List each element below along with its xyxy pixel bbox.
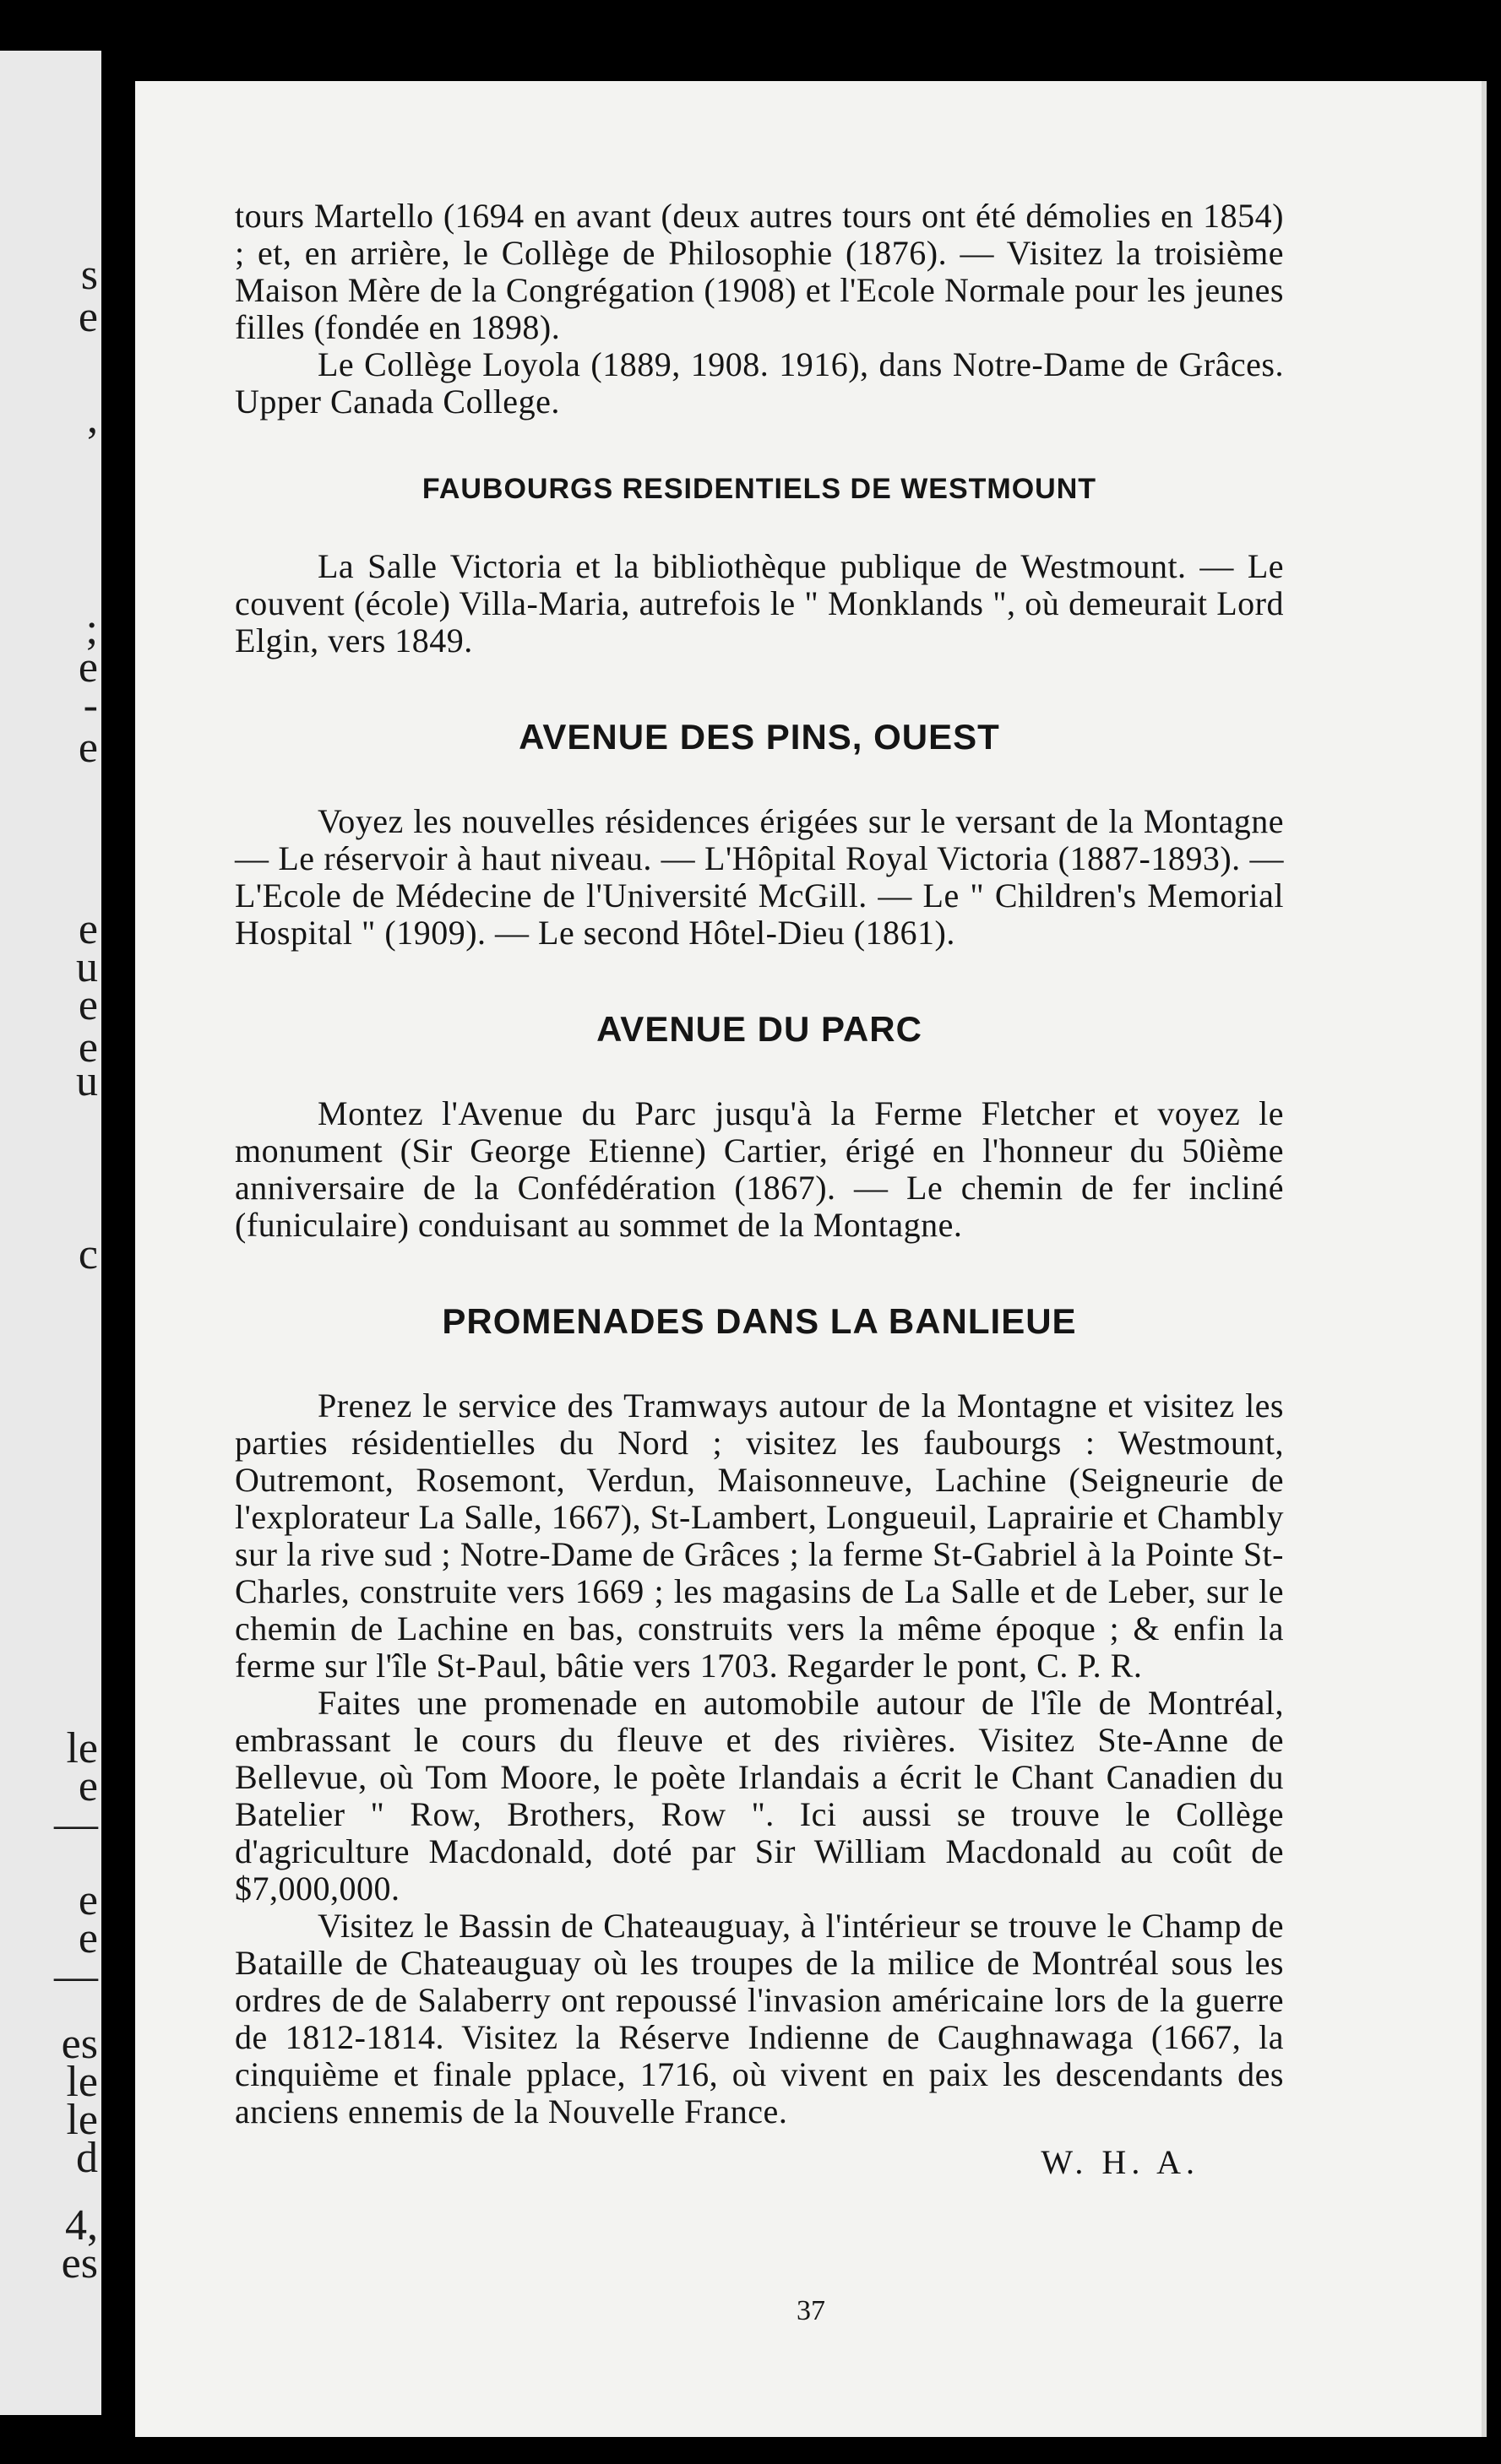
facing-page-fragment: c — [78, 1230, 98, 1278]
facing-page-fragment: e — [78, 643, 98, 692]
page-content — [235, 198, 1284, 2182]
facing-page-fragment: - — [83, 681, 98, 730]
banlieue-heading: PROMENADES DANS LA BANLIEUE — [442, 1301, 1077, 1341]
loyola-paragraph: Le Collège Loyola (1889, 1908. 1916), dans Notre-Dame de Grâces. Upper Canada College. — [235, 345, 1284, 421]
facing-page-fragment: ; — [85, 605, 98, 654]
facing-page-fragment: le — [66, 2096, 98, 2144]
facing-page-edge — [0, 51, 101, 2415]
facing-page-fragment: u — [76, 1057, 98, 1105]
pins-heading: AVENUE DES PINS, OUEST — [519, 717, 1000, 757]
facing-page-fragment: e — [78, 1914, 98, 1962]
intro-paragraph: tours Martello (1694 en avant (deux autres tours ont été démolies en 1854) ; et, en arrière, le Collège de Philosophie (1876). — Visitez la troisième Maison Mère de la Congrégation (1908) et l'Ecole Normale pour les jeunes filles (fondée en 1898). — [235, 197, 1284, 346]
facing-page-fragment: le — [66, 1724, 98, 1772]
banlieue-paragraph-1: Prenez le service des Tramways autour de la Montagne et visitez les parties résidentielles du Nord ; visitez les faubourgs : Westmount, Outremont, Rosemont, Verdun, Maisonneuve, Lachine (Seigneurie de l'explorateur La Salle, 1667), St-Lambert, Longueuil, Laprairie et Chambly sur la rive sud ; Notre-Dame de Grâces ; la ferme St-Gabriel à la Pointe St-Charles, construite vers 1669 ; les magasins de La Salle et de Leber, sur le chemin de Lachine en bas, construits vers la même époque ; & enfin la ferme sur l'île St-Paul, bâtie vers 1703. Regarder le pont, C. P. R. — [235, 1387, 1284, 1685]
facing-page-fragment: — — [54, 1952, 98, 2000]
facing-page-fragment: e — [78, 905, 98, 953]
pins-paragraph: Voyez les nouvelles résidences érigées sur le versant de la Montagne — Le réservoir à haut niveau. — L'Hôpital Royal Victoria (1887-1893). — L'Ecole de Médecine de l'Université McGill. — Le " Children's Memorial Hospital " (1909). — Le second Hôtel-Dieu (1861). — [235, 802, 1284, 952]
facing-page-fragment: e — [78, 1876, 98, 1924]
banlieue-paragraph-2: Faites une promenade en automobile autour de l'île de Montréal, embrassant le cours du fleuve et des rivières. Visitez Ste-Anne de Bellevue, où Tom Moore, le poète Irlandais a écrit le Chant Canadien du Batelier " Row, Brothers, Row ". Ici aussi se trouve le Collège d'agriculture Macdonald, doté par Sir William Macdonald au coût de $7,000,000. — [235, 1684, 1284, 1908]
facing-page-fragment: e — [78, 981, 98, 1029]
facing-page-fragment: u — [76, 943, 98, 991]
facing-page-fragment: es — [61, 2239, 98, 2288]
facing-page-fragment: e — [78, 1762, 98, 1810]
facing-page-fragment: , — [87, 394, 98, 442]
facing-page-fragment: le — [66, 2058, 98, 2106]
facing-page-fragment: — — [54, 1800, 98, 1848]
facing-page-fragment: es — [61, 2020, 98, 2068]
page-edge-shadow — [1482, 81, 1487, 2437]
facing-page-fragment: 4, — [65, 2201, 98, 2250]
facing-page-fragment: d — [76, 2134, 98, 2182]
westmount-paragraph: La Salle Victoria et la bibliothèque publique de Westmount. — Le couvent (école) Villa-Maria, autrefois le " Monklands ", où demeurait Lord Elgin, vers 1849. — [235, 547, 1284, 659]
westmount-heading: FAUBOURGS RESIDENTIELS DE WESTMOUNT — [421, 473, 1097, 505]
facing-page-fragment: s — [80, 251, 98, 299]
parc-paragraph: Montez l'Avenue du Parc jusqu'à la Ferme Fletcher et voyez le monument (Sir George Etienne) Cartier, érigé en l'honneur du 50ième anniversaire de la Confédération (1867). — Le chemin de fer incliné (funiculaire) conduisant au sommet de la Montagne. — [235, 1094, 1284, 1244]
facing-page-fragment: e — [78, 1023, 98, 1072]
author-signature: W. H. A. — [1041, 2143, 1199, 2181]
parc-heading: AVENUE DU PARC — [596, 1009, 922, 1049]
banlieue-paragraph-3: Visitez le Bassin de Chateauguay, à l'intérieur se trouve le Champ de Bataille de Chateauguay où les troupes de la milice de Montréal sous les ordres de de Salaberry ont repoussé l'invasion américaine lors de la guerre de 1812-1814. Visitez la Réserve Indienne de Caughnawaga (1667, la cinquième et finale pplace, 1716, où vivent en paix les descendants des anciens ennemis de la Nouvelle France. — [235, 1907, 1284, 2130]
book-page — [135, 81, 1487, 2437]
facing-page-fragment: e — [78, 293, 98, 341]
facing-page-fragment: e — [78, 724, 98, 772]
page-number: 37 — [797, 2295, 825, 2326]
